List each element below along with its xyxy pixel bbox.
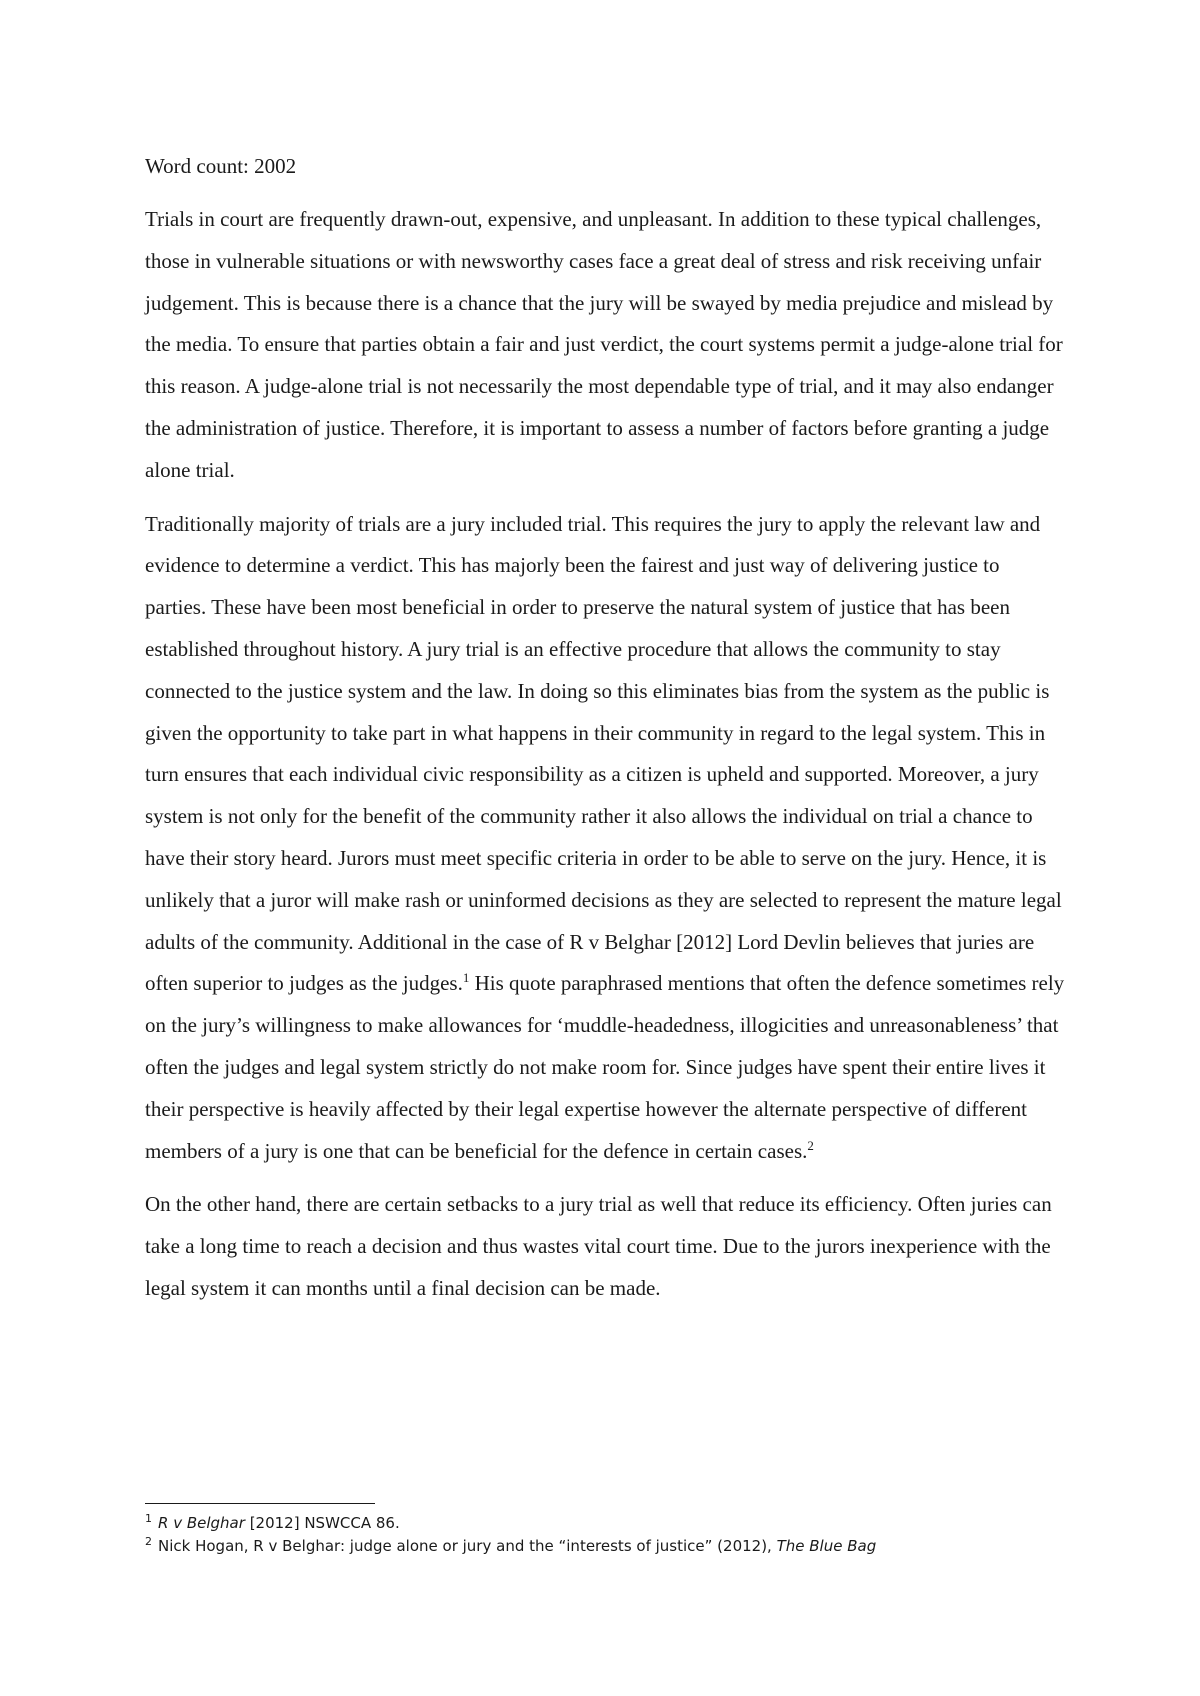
paragraph-setbacks: On the other hand, there are certain setbacks to a jury trial as well that reduce its efficiency. Often juries can take a long time to reach a decision and thus wastes vital court time. Due to the jurors inexperience with the legal system it can months until a final decision can be made. <box>145 1192 1052 1300</box>
footnote-2-publication: The Blue Bag <box>776 1537 877 1555</box>
paragraph-intro: Trials in court are frequently drawn-out, expensive, and unpleasant. In addition to these typical challenges, those in vulnerable situations or with newsworthy cases face a great deal of stress and risk receiving unfair judgement. This is because there is a chance that the jury will be swayed by media prejudice and mislead by the media. To ensure that parties obtain a fair and just verdict, the court systems permit a judge-alone trial for this reason. A judge-alone trial is not necessarily the most dependable type of trial, and it may also endanger the administration of justice. Therefore, it is important to assess a number of factors before granting a judge alone trial. <box>145 207 1063 482</box>
document-page <box>145 145 1065 1322</box>
footnote-2 <box>145 1535 1065 1558</box>
footnote-1 <box>145 1512 1065 1535</box>
footnote-ref-1[interactable]: 1 <box>462 970 470 986</box>
word-count: Word count: 2002 <box>145 154 297 178</box>
footnote-1-case-name: R v Belghar <box>158 1514 245 1532</box>
paragraph-jury-trial <box>145 504 1065 1173</box>
footnote-mark-2: 2 <box>145 1535 152 1548</box>
footnote-2-citation: Nick Hogan, R v Belghar: judge alone or jury and the “interests of justice” (2012), <box>158 1537 777 1555</box>
footnote-mark-1: 1 <box>145 1512 152 1525</box>
footnote-separator <box>145 1503 375 1504</box>
footnotes <box>145 1512 1065 1558</box>
paragraph-jury-trial-part-b: His quote paraphrased mentions that often the defence sometimes rely on the jury’s willingness to make allowances for ‘muddle-headedness, illogicities and unreasonableness’ that often the judges and legal system strictly do not make room for. Since judges have spent their entire lives it their perspective is heavily affected by their legal expertise however the alternate perspective of different members of a jury is one that can be beneficial for the defence in certain cases. <box>145 971 1065 1163</box>
footnote-1-citation: [2012] NSWCCA 86. <box>244 1514 400 1532</box>
paragraph-jury-trial-part-a: Traditionally majority of trials are a jury included trial. This requires the jury to apply the relevant law and evidence to determine a verdict. This has majorly been the fairest and just way of delivering justice to parties. These have been most beneficial in order to preserve the natural system of justice that has been established throughout history. A jury trial is an effective procedure that allows the community to stay connected to the justice system and the law. In doing so this eliminates bias from the system as the public is given the opportunity to take part in what happens in their community in regard to the legal system. This in turn ensures that each individual civic responsibility as a citizen is upheld and supported. Moreover, a jury system is not only for the benefit of the community rather it also allows the individual on trial a chance to have their story heard. Jurors must meet specific criteria in order to be able to serve on the jury. Hence, it is unlikely that a juror will make rash or uninformed decisions as they are selected to represent the mature legal adults of the community. Additional in the case of R v Belghar [2012] Lord Devlin believes that juries are often superior to judges as the judges. <box>145 511 1062 996</box>
footnote-ref-2[interactable]: 2 <box>807 1137 814 1153</box>
